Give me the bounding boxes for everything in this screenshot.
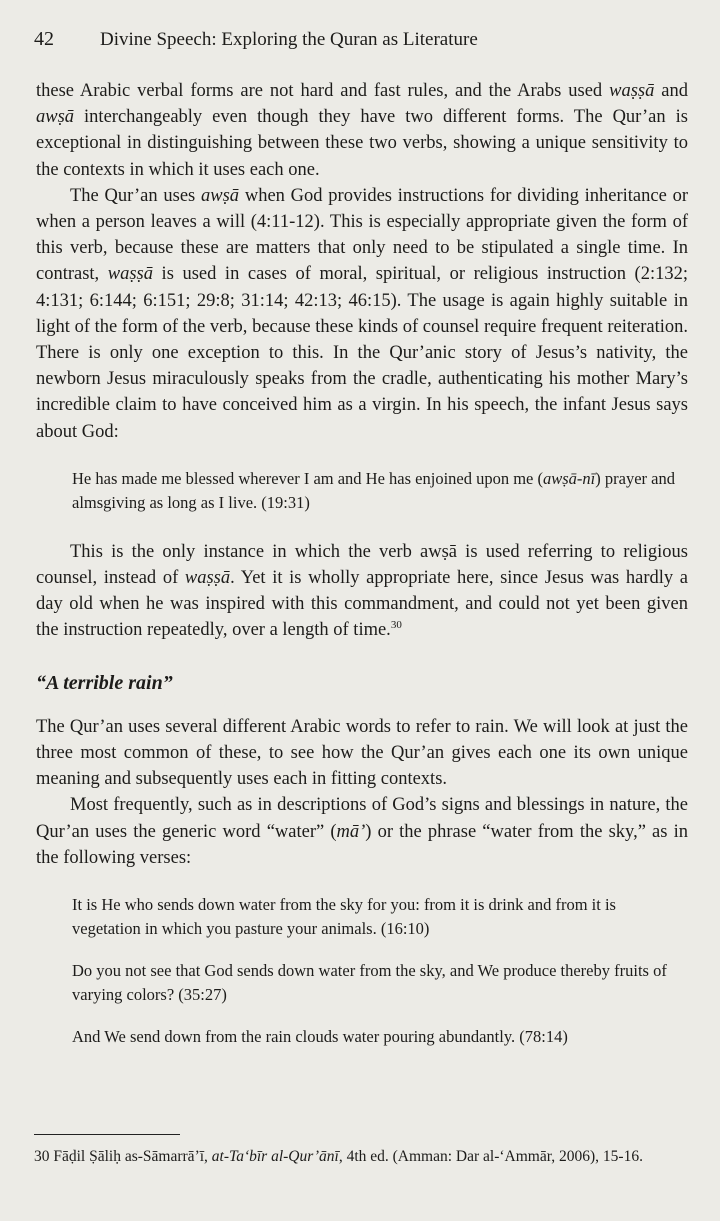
block-quote-1	[72, 467, 678, 515]
quote-78-14: And We send down from the rain clouds water pouring abundantly. (78:14)	[72, 1027, 568, 1047]
page-body	[36, 78, 688, 1073]
paragraph-5: Most frequently, such as in descriptions of God’s signs and blessings in nature, the Qur’an uses the generic word “water” (mā’) or the phrase “water from the sky,” as in the following verses:	[36, 795, 688, 868]
running-header	[34, 28, 690, 51]
quote-35-27: Do you not see that God sends down water from the sky, and We produce thereby fruits of varying colors? (35:27)	[72, 961, 667, 1005]
footnote-ref: 30	[390, 619, 402, 632]
paragraph-2: The Qur’an uses awṣā when God provides instructions for dividing inheritance or when a person leaves a will (4:11-12). This is especially appropriate given the form of this verb, because these are matters that only need to be stipulated a single time. In contrast, waṣṣā is used in cases of moral, spiritual, or religious instruction (2:132; 4:131; 6:144; 6:151; 29:8; 31:14; 42:13; 46:15). The usage is again highly suitable in light of the form of the verb, because these kinds of counsel require frequent reiteration. There is only one exception to this. In the Qur’anic story of Jesus’s nativity, the newborn Jesus miraculously speaks from the cradle, authenticating his mother Mary’s incredible claim to have conceived him as a virgin. In his speech, the infant Jesus says about God:	[36, 185, 688, 442]
section-heading: “A terrible rain”	[36, 671, 173, 694]
quote-text: He has made me blessed wherever I am and He has enjoined upon me (awṣā-nī) prayer and almsgiving as long as I live. (19:31)	[72, 468, 675, 512]
footnote-rule	[34, 1134, 180, 1135]
quote-16-10: It is He who sends down water from the sky for you: from it is drink and from it is vegetation in which you pasture your animals. (16:10)	[72, 895, 616, 939]
page-number: 42	[34, 28, 54, 50]
paragraph-1: these Arabic verbal forms are not hard and fast rules, and the Arabs used waṣṣā and awṣā interchangeably even though they have two different forms. The Qur’an is exceptional in distinguishing between these two verbs, showing a unique sensitivity to the contexts in which it uses each one.	[36, 81, 688, 180]
block-quotes-2	[72, 893, 678, 1049]
running-title: Divine Speech: Exploring the Quran as Literature	[100, 29, 478, 50]
footnote-30: 30 Fāḍil Ṣāliḥ as-Sāmarrā’ī, at-Ta‘bīr al-Qur’ānī, 4th ed. (Amman: Dar al-‘Ammār, 2006), 15-16.	[34, 1148, 643, 1165]
paragraph-4: The Qur’an uses several different Arabic words to refer to rain. We will look at just the three most common of these, to see how the Qur’an gives each one its own unique meaning and subsequently uses each in fitting contexts.	[36, 716, 688, 790]
paragraph-3: This is the only instance in which the verb awṣā is used referring to religious counsel, instead of waṣṣā. Yet it is wholly appropriate here, since Jesus was hardly a day old when he was inspired with this commandment, and could not yet been given the instruction repeatedly, over a length of time.$^{30}$	[36, 541, 688, 641]
